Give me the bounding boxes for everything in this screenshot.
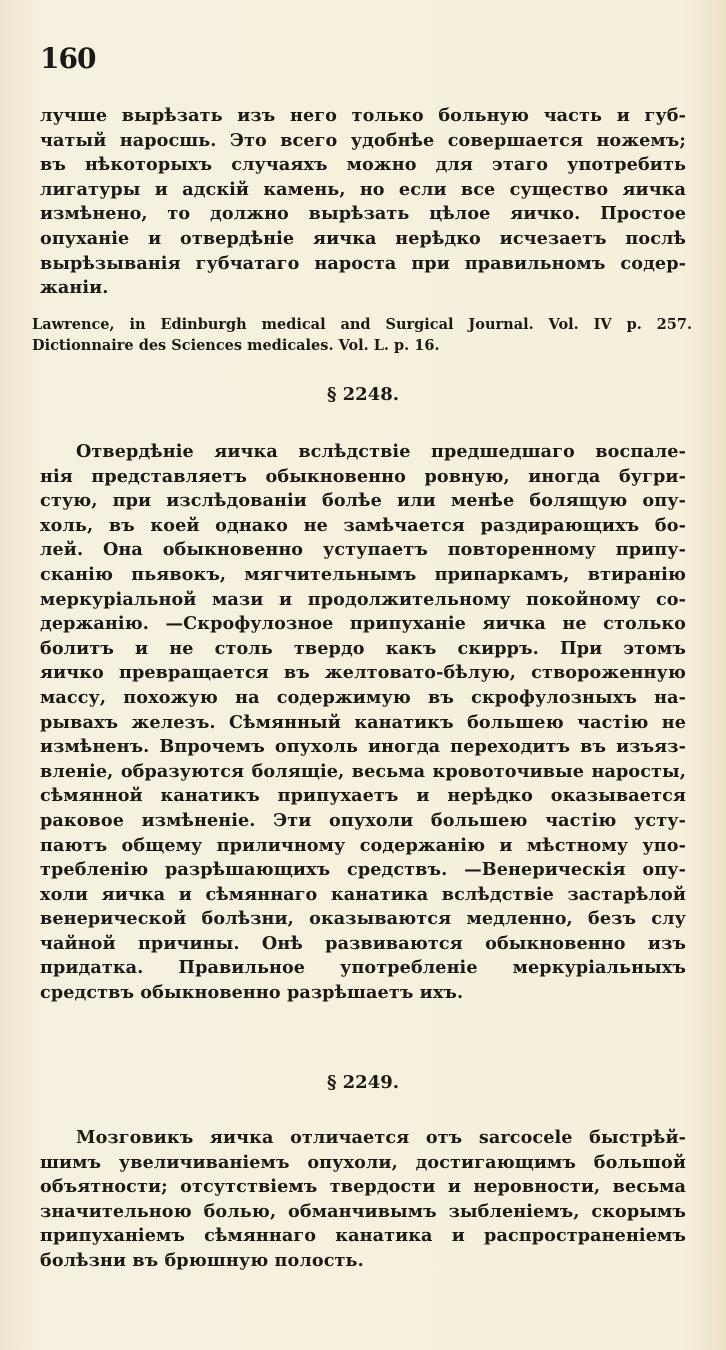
- text-line: стую, при изслѣдованіи болѣе или менѣе болящую опу-: [40, 490, 686, 512]
- text-line: держанію. —Скрофулозное припуханіе яичка не столько: [40, 613, 686, 635]
- text-line: чайной причины. Онѣ развиваются обыкновенно изъ: [40, 932, 686, 954]
- text-line: болѣзни въ брюшную полость.: [40, 1249, 364, 1271]
- text-line: сканію пьявокъ, мягчительнымъ припаркамъ, втиранію: [40, 563, 686, 585]
- text-line: измѣненъ. Впрочемъ опухоль иногда переходитъ въ изъяз-: [40, 736, 686, 758]
- text-line: холи яичка и сѣмяннаго канатика вслѣдствіе застарѣлой: [40, 883, 686, 905]
- text-line: вырѣзыванія губчатаго нароста при правильномъ содер-: [40, 252, 686, 274]
- text-line: нія представляетъ обыкновенно ровную, иногда бугри-: [40, 465, 686, 487]
- text-line: меркуріальной мази и продолжительному покойному со-: [40, 588, 686, 610]
- text-line: лей. Она обыкновенно уступаетъ повторенному припу-: [40, 539, 686, 561]
- section-heading-2248: § 2248.: [326, 384, 400, 405]
- text-line: средствъ обыкновенно разрѣшаетъ ихъ.: [40, 982, 464, 1004]
- text-line: паютъ общему приличному содержанію и мѣстному упо-: [40, 834, 686, 856]
- text-line: сѣмянной канатикъ припухаетъ и нерѣдко оказывается: [40, 785, 686, 807]
- reference-line: Lawrence, in Edinburgh medical and Surgical Journal. Vol. IV p. 257.: [32, 316, 692, 333]
- text-line: опуханіе и отвердѣніе яичка нерѣдко исчезаетъ послѣ: [40, 227, 686, 249]
- text-line: Отвердѣніе яичка вслѣдствіе предшедшаго воспале-: [76, 441, 686, 462]
- references: [32, 314, 692, 356]
- text-line: Мозговикъ яичка отличается отъ sarcocele быстрѣй-: [76, 1127, 686, 1148]
- text-line: венерической болѣзни, оказываются медленно, безъ слу: [40, 908, 686, 930]
- text-line: болитъ и не столь твердо какъ скирръ. При этомъ: [40, 637, 686, 659]
- text-line: яичко превращается въ желтовато-бѣлую, створоженную: [40, 662, 686, 684]
- text-line: шимъ увеличиваніемъ опухоли, достигающимъ большой: [40, 1151, 686, 1173]
- text-line: раковое измѣненіе. Эти опухоли большею частію усту-: [40, 809, 686, 831]
- text-line: массу, похожую на содержимую въ скрофулозныхъ на-: [40, 686, 686, 708]
- text-line: чатый наросшь. Это всего удобнѣе совершается ножемъ;: [40, 129, 686, 151]
- text-line: въ нѣкоторыхъ случаяхъ можно для этаго употребить: [40, 154, 686, 176]
- text-line: значительною болью, обманчивымъ зыбленіемъ, скорымъ: [40, 1200, 686, 1222]
- text-line: требленію разрѣшающихъ средствъ. —Венерическія опу-: [40, 859, 686, 881]
- section-2249-paragraph: [40, 1126, 686, 1274]
- text-line: жаніи.: [40, 277, 109, 299]
- text-line: вленіе, образуются болящіе, весьма кровоточивые наросты,: [40, 760, 686, 782]
- text-line: лучше вырѣзать изъ него только больную часть и губ-: [40, 105, 686, 126]
- top-paragraph: [40, 104, 686, 301]
- text-line: холь, въ коей однако не замѣчается раздирающихъ бо-: [40, 514, 686, 536]
- text-line: рывахъ железъ. Сѣмянный канатикъ большею частію не: [40, 711, 686, 733]
- text-line: измѣнено, то должно вырѣзать цѣлое яичко. Простое: [40, 203, 686, 225]
- text-line: припуханіемъ сѣмяннаго канатика и распространеніемъ: [40, 1225, 686, 1247]
- section-heading-2249: § 2249.: [326, 1072, 400, 1093]
- text-line: придатка. Правильное употребленіе меркуріальныхъ: [40, 957, 686, 979]
- text-line: лигатуры и адскій камень, но если все существо яичка: [40, 178, 686, 200]
- section-2248-paragraph: [40, 440, 686, 1006]
- page-number: 160: [40, 42, 96, 75]
- text-line: объятности; отсутствіемъ твердости и неровности, весьма: [40, 1176, 686, 1198]
- reference-line: Dictionnaire des Sciences medicales. Vol. L. p. 16.: [32, 337, 440, 354]
